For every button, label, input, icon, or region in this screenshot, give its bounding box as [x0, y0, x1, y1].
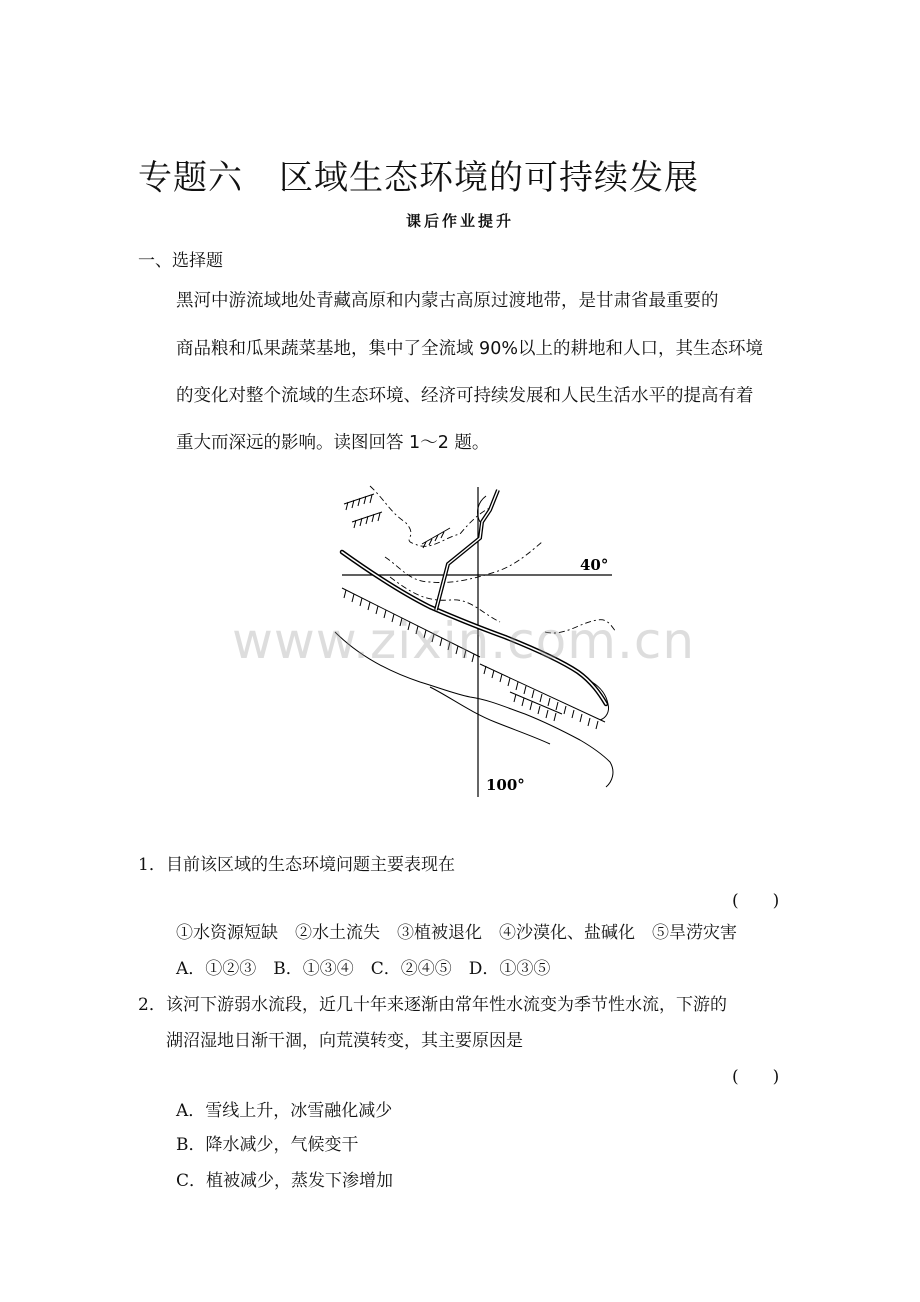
passage-line-2: 商品粮和瓜果蔬菜基地，集中了全流域 90%以上的耕地和人口，其生态环境	[176, 339, 763, 359]
mountain-symbol-northwest	[344, 494, 382, 528]
latitude-label: 40°	[580, 556, 609, 574]
longitude-label: 100°	[486, 776, 525, 794]
page-title	[138, 150, 699, 199]
mountain-symbol-north	[422, 528, 450, 548]
watermark: www.zixin.com.cn	[232, 612, 696, 670]
question-1-options: A．①②③ B．①③④ C．②④⑤ D．①③⑤	[176, 959, 551, 979]
question-2-stem-line-1: 该河下游弱水流段，近几十年来逐渐由常年性水流变为季节性水流，下游的	[166, 995, 727, 1015]
question-2-option-a: A．雪线上升，冰雪融化减少	[176, 1101, 393, 1121]
question-2-stem-line-2: 湖沼湿地日渐干涸，向荒漠转变，其主要原因是	[166, 1031, 523, 1051]
question-2-option-c: C．植被减少，蒸发下渗增加	[176, 1171, 394, 1191]
subtitle: 课后作业提升	[405, 212, 514, 230]
inner-boundary	[430, 687, 550, 744]
title-topic-name: 区域生态环境的可持续发展	[279, 158, 699, 198]
question-2-answer-blank: ( )	[732, 1067, 780, 1087]
passage-line-3: 的变化对整个流域的生态环境、经济可持续发展和人民生活水平的提高有着	[176, 386, 754, 406]
question-1-statements: ①水资源短缺 ②水土流失 ③植被退化 ④沙漠化、盐碱化 ⑤旱涝灾害	[176, 923, 737, 943]
question-1-stem: 目前该区域的生态环境问题主要表现在	[166, 855, 455, 875]
passage-line-4: 重大而深远的影响。读图回答 1～2 题。	[176, 433, 490, 453]
section-heading: 一、选择题	[138, 251, 223, 271]
question-2-option-b: B．降水减少，气候变干	[176, 1135, 359, 1155]
question-1-number: 1．	[138, 855, 166, 875]
question-1-answer-blank: ( )	[732, 891, 780, 911]
northern-tributary	[436, 490, 498, 610]
question-2-number: 2．	[138, 995, 166, 1015]
title-topic-number: 专题六	[138, 158, 243, 198]
passage-line-1: 黑河中游流域地处青藏高原和内蒙古高原过渡地带，是甘肃省最重要的	[176, 291, 719, 311]
